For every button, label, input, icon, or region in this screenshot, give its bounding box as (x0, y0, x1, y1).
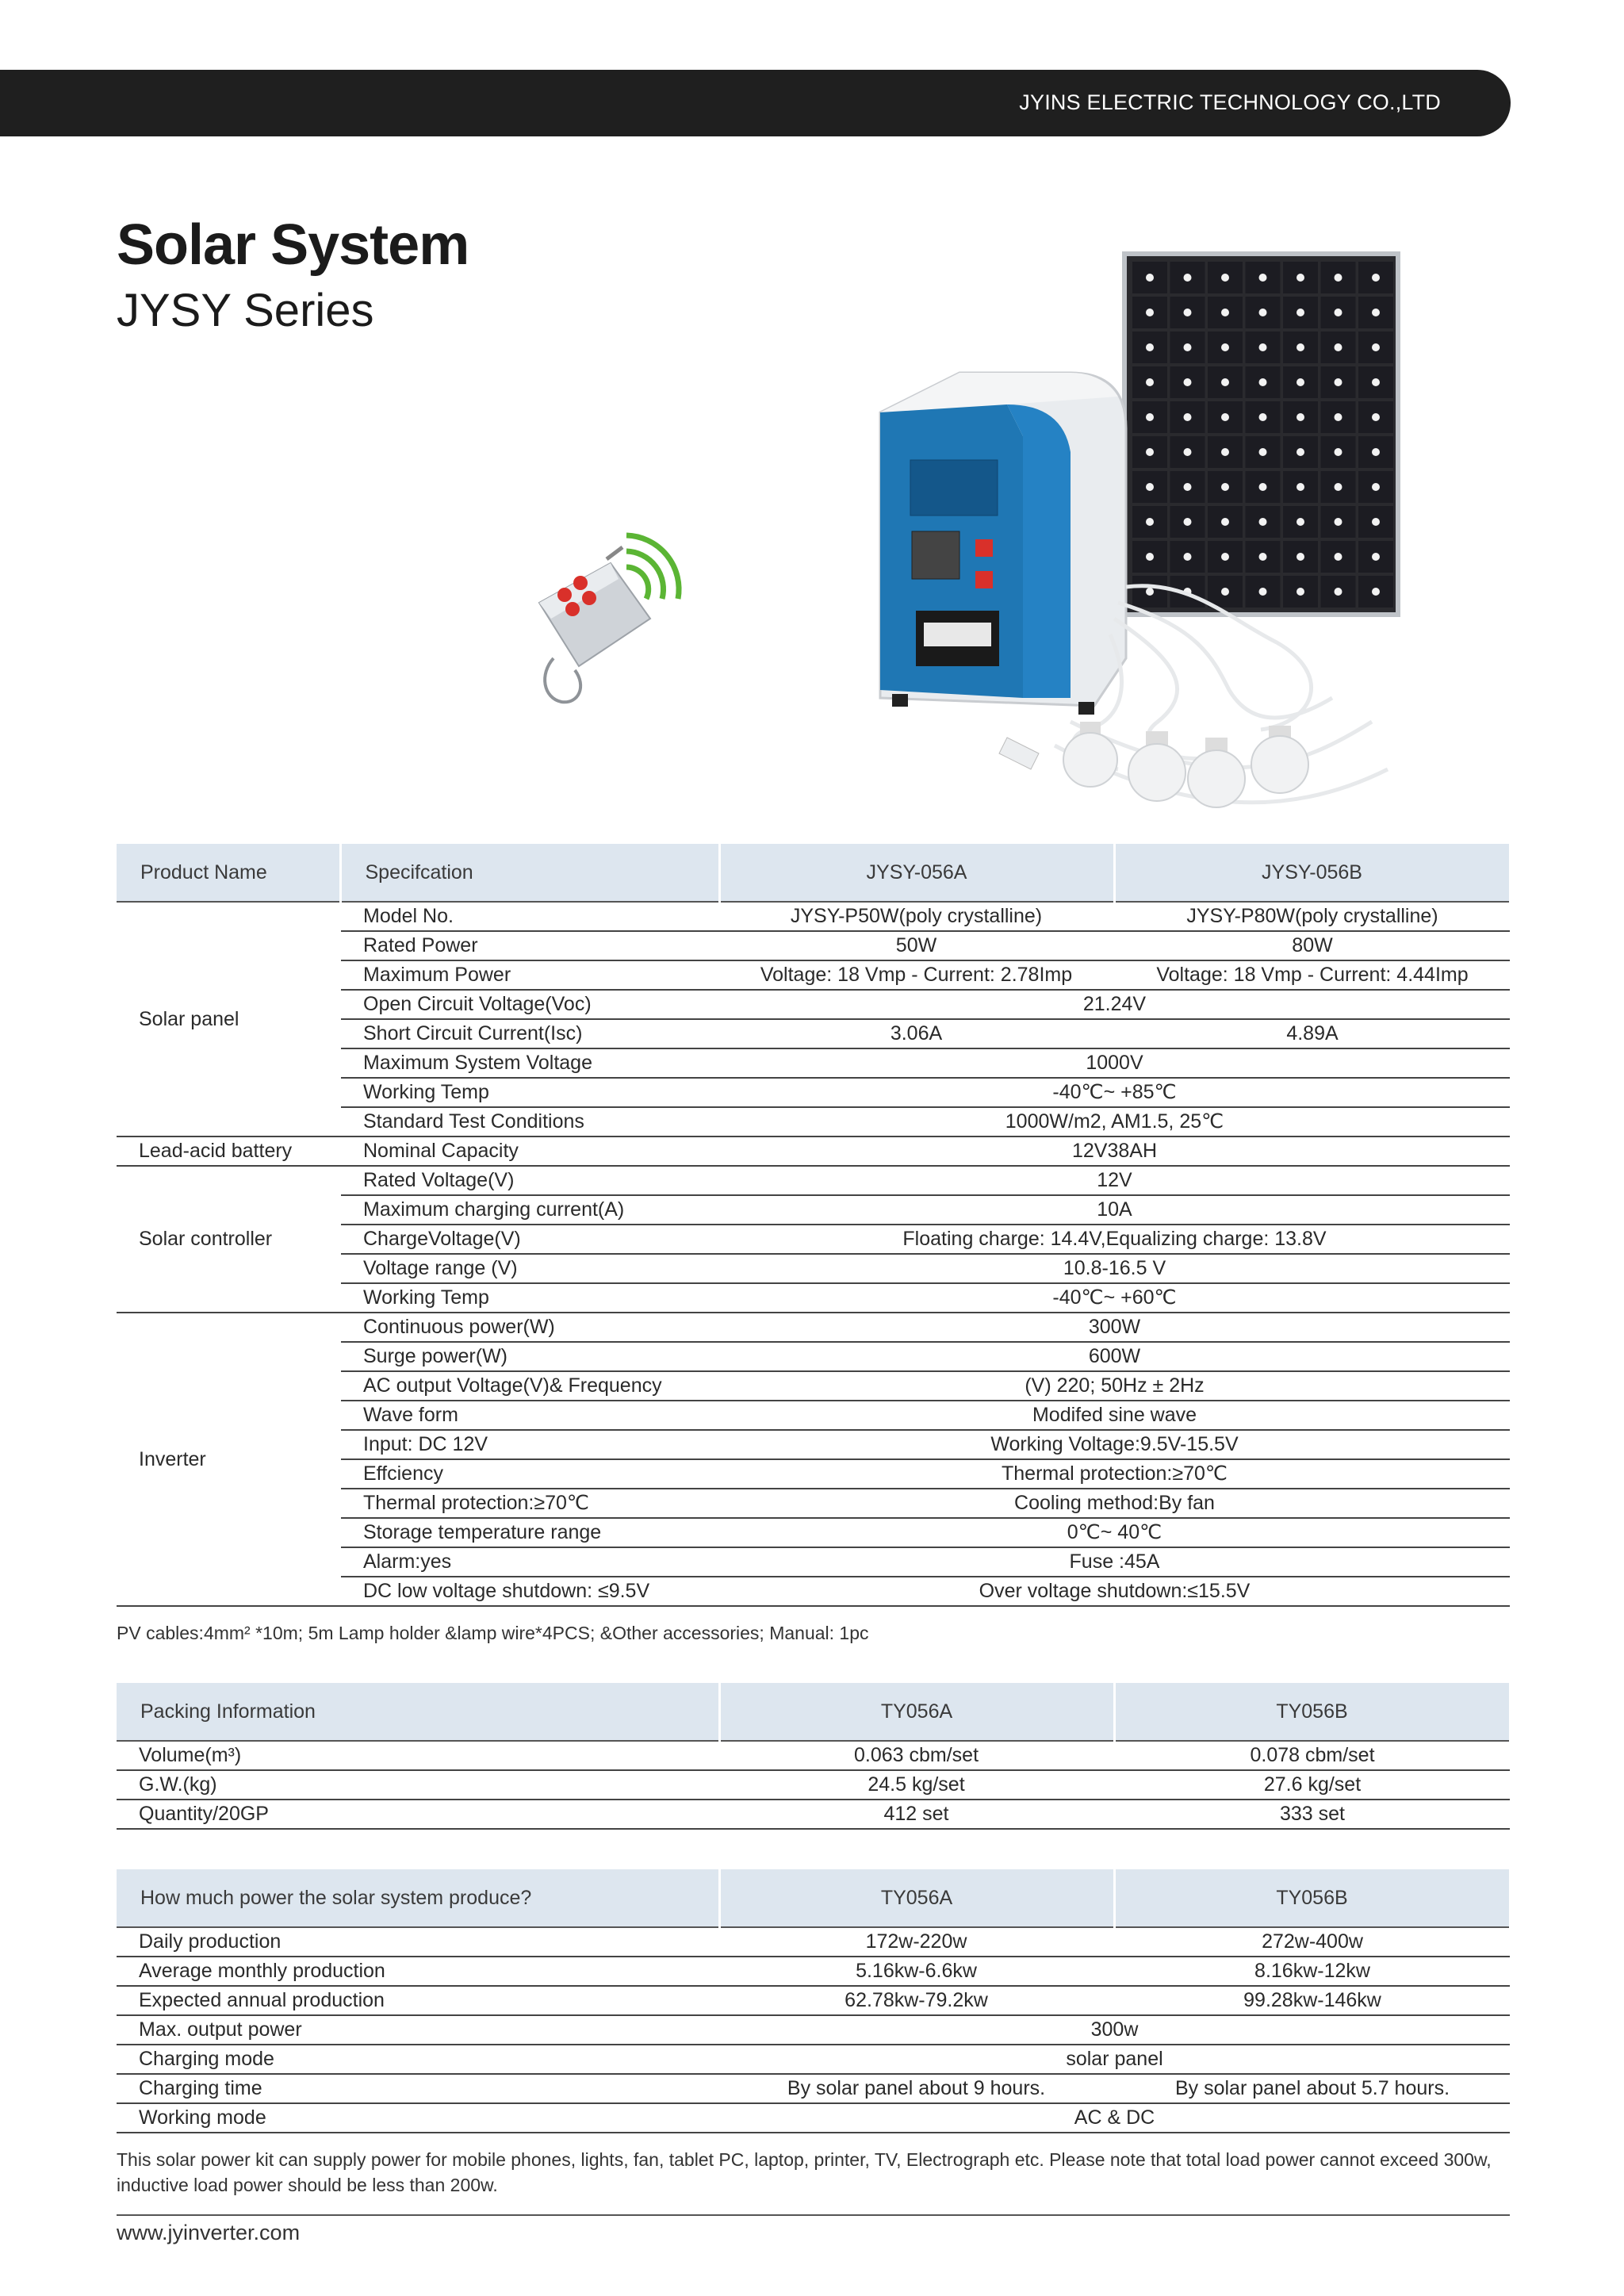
spec-label: ChargeVoltage(V) (340, 1225, 719, 1254)
table-row (117, 1927, 1510, 1957)
spec-table (117, 844, 1511, 1607)
spec-value-b: 80W (1114, 931, 1510, 960)
accessories-note: PV cables:4mm² *10m; 5m Lamp holder &lamp wire*4PCS; &Other accessories; Manual: 1pc (117, 1623, 869, 1643)
spec-label: Open Circuit Voltage(Voc) (340, 990, 719, 1019)
row-label: Max. output power (117, 2015, 719, 2045)
controller-box-illustration (880, 373, 1126, 715)
usage-note: This solar power kit can supply power for mobile phones, lights, fan, tablet PC, laptop, printer, TV, Electrograph etc. Please note that total load power cannot exceed 300w, inductive load power should be less than 200w. (117, 2149, 1492, 2195)
header-model-b: JYSY-056B (1114, 844, 1510, 902)
spec-value: 12V38AH (719, 1137, 1510, 1166)
packing-table-header (117, 1683, 1510, 1741)
spec-value: 12V (719, 1166, 1510, 1195)
group-name: Solar controller (117, 1166, 340, 1313)
group-name: Lead-acid battery (117, 1137, 340, 1166)
spec-value: -40℃~ +60℃ (719, 1283, 1510, 1313)
spec-value: 0℃~ 40℃ (719, 1518, 1510, 1547)
row-label: Volume(m³) (117, 1741, 719, 1770)
spec-label: Maximum Power (340, 960, 719, 990)
spec-label: Working Temp (340, 1283, 719, 1313)
spec-value: Working Voltage:9.5V-15.5V (719, 1430, 1510, 1459)
row-value-a: 24.5 kg/set (719, 1770, 1114, 1800)
row-label: G.W.(kg) (117, 1770, 719, 1800)
table-row (117, 2045, 1510, 2074)
header-power-question: How much power the solar system produce? (117, 1869, 719, 1927)
spec-label: Rated Voltage(V) (340, 1166, 719, 1195)
row-value: 300w (719, 2015, 1510, 2045)
page-title: Solar System (117, 213, 469, 277)
spec-label: DC low voltage shutdown: ≤9.5V (340, 1577, 719, 1606)
spec-label: Rated Power (340, 931, 719, 960)
header-model-a: TY056A (719, 1869, 1114, 1927)
row-value-b: 0.078 cbm/set (1114, 1741, 1510, 1770)
spec-label: Working Temp (340, 1078, 719, 1107)
spec-table-body (117, 902, 1510, 1606)
spec-value: 10A (719, 1195, 1510, 1225)
page-subtitle: JYSY Series (117, 285, 374, 336)
row-label: Working mode (117, 2103, 719, 2133)
spec-label: Maximum charging current(A) (340, 1195, 719, 1225)
spec-value: 300W (719, 1313, 1510, 1342)
spec-value: (V) 220; 50Hz ± 2Hz (719, 1371, 1510, 1401)
footer-divider (117, 2214, 1510, 2216)
spec-value-a: 50W (719, 931, 1114, 960)
row-value-a: By solar panel about 9 hours. (719, 2074, 1114, 2103)
spec-label: Storage temperature range (340, 1518, 719, 1547)
spec-label: Continuous power(W) (340, 1313, 719, 1342)
row-value-b: 8.16kw-12kw (1114, 1957, 1510, 1986)
table-row (117, 1137, 1510, 1166)
spec-value: 1000W/m2, AM1.5, 25℃ (719, 1107, 1510, 1137)
row-value-a: 172w-220w (719, 1927, 1114, 1957)
table-row (117, 902, 1510, 931)
spec-value: 600W (719, 1342, 1510, 1371)
table-row (117, 1800, 1510, 1829)
remote-control-illustration (539, 535, 679, 702)
header-packing-info: Packing Information (117, 1683, 719, 1741)
spec-value-b: 4.89A (1114, 1019, 1510, 1048)
spec-label: Wave form (340, 1401, 719, 1430)
table-row (117, 2015, 1510, 2045)
row-value-b: 27.6 kg/set (1114, 1770, 1510, 1800)
spec-label: Thermal protection:≥70℃ (340, 1489, 719, 1518)
packing-table (117, 1683, 1511, 1830)
header-bar (0, 70, 1511, 136)
company-name: JYINS ELECTRIC TECHNOLOGY CO.,LTD (1019, 90, 1441, 114)
row-value-a: 62.78kw-79.2kw (719, 1986, 1114, 2015)
header-model-a: JYSY-056A (719, 844, 1114, 902)
header-specification: Specifcation (340, 844, 719, 902)
spec-label: Voltage range (V) (340, 1254, 719, 1283)
table-row (117, 2074, 1510, 2103)
packing-table-body (117, 1741, 1510, 1829)
spec-value: Modifed sine wave (719, 1401, 1510, 1430)
table-row (117, 1166, 1510, 1195)
spec-value: Over voltage shutdown:≤15.5V (719, 1577, 1510, 1606)
spec-label: Input: DC 12V (340, 1430, 719, 1459)
power-table (117, 1869, 1511, 2133)
spec-value: Thermal protection:≥70℃ (719, 1459, 1510, 1489)
row-label: Daily production (117, 1927, 719, 1957)
row-value-a: 412 set (719, 1800, 1114, 1829)
spec-label: Nominal Capacity (340, 1137, 719, 1166)
spec-value-b: Voltage: 18 Vmp - Current: 4.44Imp (1114, 960, 1510, 990)
spec-value: 21.24V (719, 990, 1510, 1019)
row-value-a: 5.16kw-6.6kw (719, 1957, 1114, 1986)
product-image (515, 246, 1427, 849)
table-row (117, 1957, 1510, 1986)
row-value-b: By solar panel about 5.7 hours. (1114, 2074, 1510, 2103)
spec-value-a: Voltage: 18 Vmp - Current: 2.78Imp (719, 960, 1114, 990)
spec-value: Cooling method:By fan (719, 1489, 1510, 1518)
table-row (117, 1741, 1510, 1770)
spec-label: Surge power(W) (340, 1342, 719, 1371)
header-model-b: TY056B (1114, 1683, 1510, 1741)
spec-label: Standard Test Conditions (340, 1107, 719, 1137)
row-label: Charging time (117, 2074, 719, 2103)
header-model-b: TY056B (1114, 1869, 1510, 1927)
spec-value-b: JYSY-P80W(poly crystalline) (1114, 902, 1510, 931)
spec-label: Effciency (340, 1459, 719, 1489)
solar-panel-illustration (1124, 254, 1398, 615)
spec-label: Short Circuit Current(Isc) (340, 1019, 719, 1048)
spec-label: Maximum System Voltage (340, 1048, 719, 1078)
spec-value: Floating charge: 14.4V,Equalizing charge: 13.8V (719, 1225, 1510, 1254)
spec-value-a: 3.06A (719, 1019, 1114, 1048)
row-value: AC & DC (719, 2103, 1510, 2133)
spec-value: 1000V (719, 1048, 1510, 1078)
footer-website-link[interactable]: www.jyinverter.com (117, 2221, 301, 2244)
row-value: solar panel (719, 2045, 1510, 2074)
row-value-b: 272w-400w (1114, 1927, 1510, 1957)
table-row (117, 2103, 1510, 2133)
row-label: Charging mode (117, 2045, 719, 2074)
row-value-b: 99.28kw-146kw (1114, 1986, 1510, 2015)
spec-value: 10.8-16.5 V (719, 1254, 1510, 1283)
spec-table-header (117, 844, 1510, 902)
spec-value: -40℃~ +85℃ (719, 1078, 1510, 1107)
group-name: Solar panel (117, 902, 340, 1137)
header-product-name: Product Name (117, 844, 340, 902)
power-table-header (117, 1869, 1510, 1927)
row-label: Quantity/20GP (117, 1800, 719, 1829)
row-label: Expected annual production (117, 1986, 719, 2015)
header-model-a: TY056A (719, 1683, 1114, 1741)
table-row (117, 1770, 1510, 1800)
row-value-a: 0.063 cbm/set (719, 1741, 1114, 1770)
spec-label: Alarm:yes (340, 1547, 719, 1577)
spec-label: Model No. (340, 902, 719, 931)
spec-value: Fuse :45A (719, 1547, 1510, 1577)
table-row (117, 1986, 1510, 2015)
spec-value-a: JYSY-P50W(poly crystalline) (719, 902, 1114, 931)
group-name: Inverter (117, 1313, 340, 1606)
power-table-body (117, 1927, 1510, 2133)
row-value-b: 333 set (1114, 1800, 1510, 1829)
spec-label: AC output Voltage(V)& Frequency (340, 1371, 719, 1401)
row-label: Average monthly production (117, 1957, 719, 1986)
table-row (117, 1313, 1510, 1342)
